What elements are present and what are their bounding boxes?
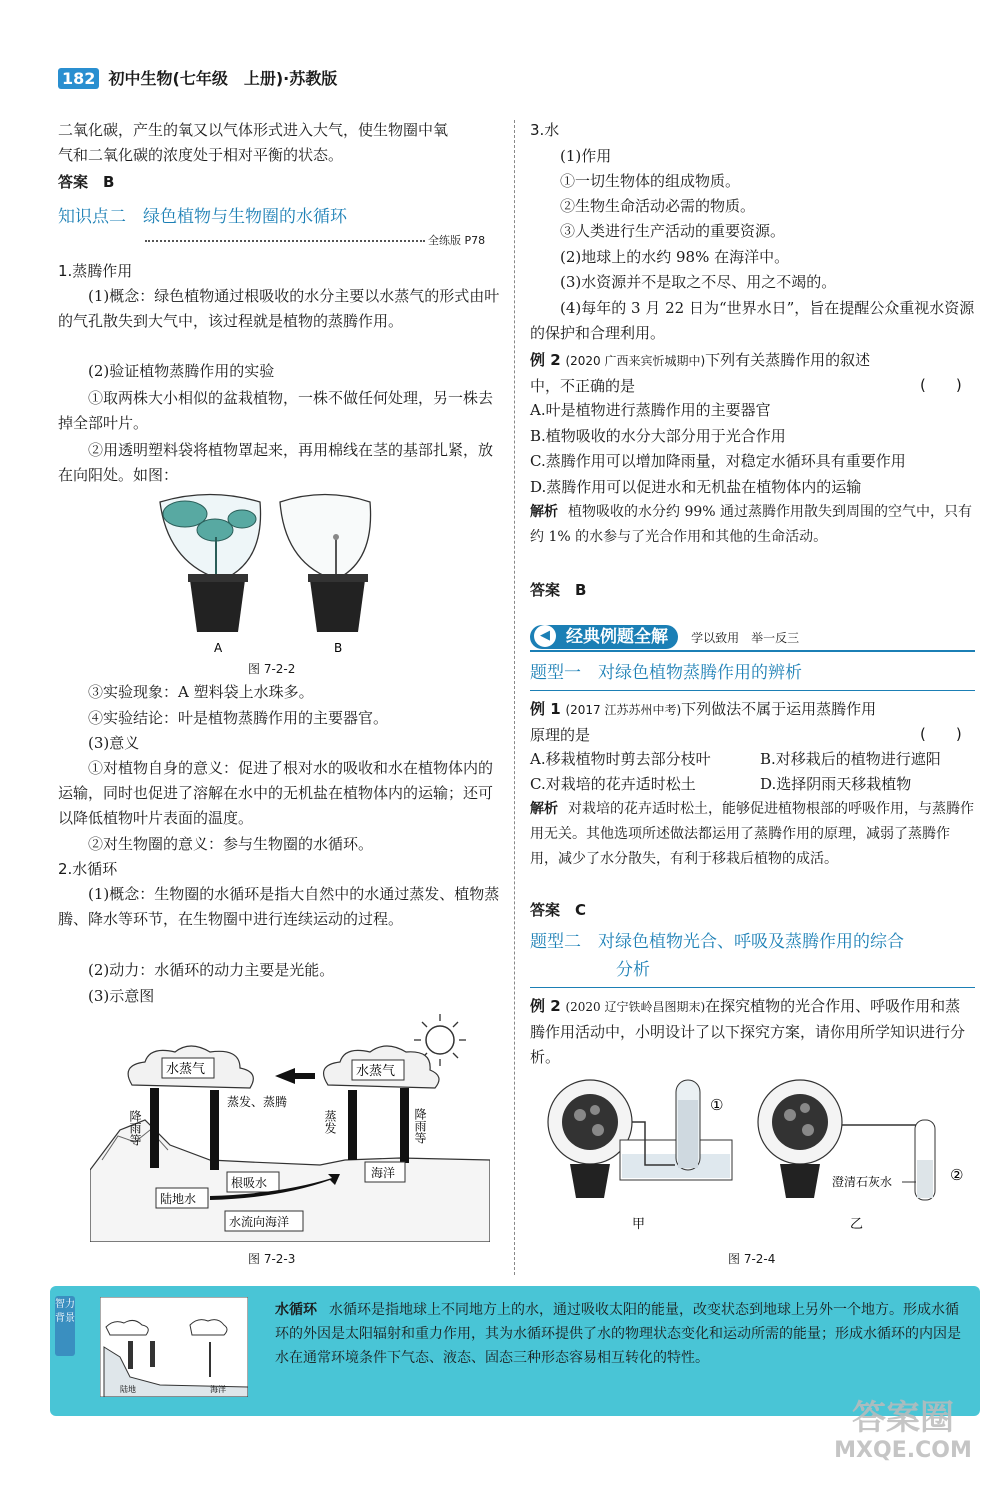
- option-d: D.蒸腾作用可以促进水和无机盐在植物体内的运输: [530, 478, 862, 496]
- mark-1: ①: [710, 1096, 724, 1114]
- plant-with-leaves: [160, 495, 261, 633]
- figure-caption: 图 7-2-2: [248, 662, 296, 676]
- intro-paragraph: 二氧化碳，产生的氧又以气体形式进入大气，使生物圈中氧 气和二氧化碳的浓度处于相对平衡的状态。: [58, 121, 449, 164]
- paragraph: (2)地球上的水约 98% 在海洋中。: [560, 248, 790, 266]
- rain-right-label: 降雨等: [413, 1108, 427, 1144]
- cloud-left: [128, 1046, 253, 1088]
- paragraph: (3)意义: [88, 734, 140, 752]
- rain-left-label: 降雨等: [128, 1110, 142, 1146]
- paragraph: (1)作用: [560, 147, 612, 165]
- figure-7-2-2: [150, 492, 380, 667]
- ocean-box: [365, 1162, 405, 1182]
- answer-label: 答案 B: [58, 173, 115, 191]
- paragraph: ②用透明塑料袋将植物罩起来，再用棉线在茎的基部扎紧，放在向阳处。如图：: [58, 441, 494, 484]
- answer-label: 答案 C: [530, 901, 587, 919]
- paragraph: ①一切生物体的组成物质。: [560, 172, 741, 190]
- answer-paren: ( ): [920, 376, 962, 394]
- svg-text:根吸水: 根吸水: [231, 1176, 268, 1190]
- cloud-left-label: 水蒸气: [166, 1062, 206, 1077]
- page-number: 182: [58, 68, 99, 89]
- paragraph: ④实验结论：叶是植物蒸腾作用的主要器官。: [88, 709, 389, 727]
- mark-2: ②: [950, 1166, 964, 1184]
- paragraph: (3)水资源并不是取之不尽、用之不竭的。: [560, 273, 837, 291]
- reference-label: 全练版 P78: [428, 234, 486, 247]
- arrow-left-icon: [275, 1068, 315, 1084]
- transp-label: 蒸发、蒸腾: [227, 1095, 288, 1109]
- analysis: 解析 对栽培的花卉适时松土，能够促进植物根部的呼吸作用，与蒸腾作用无关。其他选项所述做法都运用了蒸腾作用的原理，减弱了蒸腾作用，减少了水分散失，有利于移栽后植物的成活。: [530, 801, 974, 867]
- paragraph: ②对生物圈的意义：参与生物圈的水循环。: [88, 835, 374, 853]
- svg-text:陆地水: 陆地水: [160, 1192, 197, 1206]
- section-banner: ◀ 经典例题全解 学以致用 举一反三: [530, 622, 799, 647]
- answer-paren: ( ): [920, 725, 962, 743]
- section-title: 1.蒸腾作用: [58, 262, 133, 280]
- rain-arrow-left: [150, 1088, 159, 1168]
- option-a: A.移栽植物时剪去部分枝叶: [530, 750, 711, 768]
- book-title: 初中生物(七年级 上册)·苏教版: [108, 69, 338, 88]
- dotted-leader: [145, 240, 425, 242]
- plant-without-leaves: [280, 495, 371, 633]
- option-b: B.植物吸收的水分大部分用于光合作用: [530, 427, 786, 445]
- paragraph: (1)概念：生物圈的水循环是指大自然中的水通过蒸发、植物蒸腾、降水等环节，在生物圈中进行连续运动的过程。: [58, 885, 500, 928]
- paragraph: ①取两株大小相似的盆栽植物，一株不做任何处理，另一株去掉全部叶片。: [58, 389, 494, 432]
- groundwater-box: [156, 1188, 208, 1208]
- root-water-box: [227, 1172, 279, 1192]
- setup-jia: [548, 1080, 732, 1198]
- figure-label-a: A: [214, 641, 223, 655]
- transp-arrow-left: [210, 1090, 219, 1170]
- section-title: 3.水: [530, 121, 560, 139]
- example-1-question: 例 1 (2017 江苏苏州中考)下列做法不属于运用蒸腾作用 原理的是: [530, 700, 877, 744]
- paragraph: ③实验现象：A 塑料袋上水珠多。: [88, 683, 314, 701]
- question-type-1-title: 题型一 对绿色植物蒸腾作用的辨析: [530, 663, 802, 683]
- rain-arrow-right: [400, 1088, 409, 1163]
- option-d: D.选择阴雨天移栽植物: [760, 775, 912, 793]
- option-a: A.叶是植物进行蒸腾作用的主要器官: [530, 401, 771, 419]
- tip-text: 水循环 水循环是指地球上不同地方上的水，通过吸收太阳的能量，改变状态到地球上另外一个地方。形成水循环的外因是太阳辐射和重力作用，其为水循环提供了水的物理状态变化和运动所需的能量；形成水循环的内因是水在通常环境条件下气态、液态、固态三种形态容易相互转化的特性。: [275, 1302, 961, 1366]
- page-header: [58, 66, 337, 89]
- label-yi: 乙: [850, 1217, 864, 1232]
- evap-label: 蒸发: [323, 1110, 337, 1134]
- setup-yi: [758, 1080, 963, 1200]
- option-c: C.对栽培的花卉适时松土: [530, 775, 696, 793]
- figure-caption: 图 7-2-3: [248, 1252, 296, 1266]
- figure-7-2-3: [90, 1010, 490, 1242]
- label-jia: 甲: [632, 1217, 646, 1232]
- cloud-right: [324, 1046, 439, 1088]
- figure-caption: 图 7-2-4: [728, 1252, 776, 1266]
- paragraph: (1)概念：绿色植物通过根吸收的水分主要以水蒸气的形式由叶的气孔散失到大气中，该过程就是植物的蒸腾作用。: [58, 287, 500, 330]
- option-b: B.对移栽后的植物进行遮阳: [760, 750, 941, 768]
- evap-arrow-right: [348, 1090, 357, 1160]
- svg-text:水流向海洋: 水流向海洋: [229, 1215, 290, 1229]
- example-2-question: 例 2 (2020 广西来宾忻城期中)下列有关蒸腾作用的叙述 中，不正确的是: [530, 351, 871, 395]
- type-underline: [530, 987, 975, 988]
- answer-label: 答案 B: [530, 581, 587, 599]
- runoff-box: [225, 1211, 303, 1231]
- column-divider: [514, 120, 515, 1275]
- paragraph: ①对植物自身的意义：促进了根对水的吸收和水在植物体内的运输，同时也促进了溶解在水中的无机盐在植物体内的运输；还可以降低植物叶片表面的温度。: [58, 759, 494, 827]
- water-cycle-thumbnail: [100, 1297, 248, 1397]
- tip-tag: 智力背景: [55, 1296, 75, 1356]
- banner-underline: [530, 650, 975, 652]
- type-underline: [530, 690, 975, 691]
- cloud-right-label: 水蒸气: [356, 1064, 396, 1079]
- figure-7-2-4: [540, 1070, 980, 1240]
- analysis: 解析 植物吸收的水分约 99% 通过蒸腾作用散失到周围的空气中，只有约 1% 的水参与了光合作用和其他的生命活动。: [530, 504, 973, 545]
- figure-label-b: B: [334, 641, 343, 655]
- paragraph: (2)验证植物蒸腾作用的实验: [88, 362, 275, 380]
- paragraph: (2)动力：水循环的动力主要是光能。: [88, 961, 335, 979]
- paragraph: ②生物生命活动必需的物质。: [560, 197, 756, 215]
- thumb-sea-label: 海洋: [210, 1385, 226, 1394]
- knowledge-point-title: 知识点二 绿色植物与生物圈的水循环: [58, 207, 347, 227]
- example-2b-question: 例 2 (2020 辽宁铁岭昌图期末)在探究植物的光合作用、呼吸作用和蒸腾作用活动中，小明设计了以下探究方案，请你用所学知识进行分析。: [530, 997, 966, 1066]
- paragraph: (3)示意图: [88, 987, 155, 1005]
- limewater-label: 澄清石灰水: [832, 1175, 893, 1189]
- thumb-land-label: 陆地: [120, 1385, 136, 1394]
- section-title: 2.水循环: [58, 860, 118, 878]
- option-c: C.蒸腾作用可以增加降雨量，对稳定水循环具有重要作用: [530, 452, 906, 470]
- paragraph: (4)每年的 3 月 22 日为“世界水日”，旨在提醒公众重视水资源的保护和合理利用。: [530, 299, 975, 342]
- watermark: 答案圈 MXQE.COM: [834, 1398, 972, 1463]
- svg-text:海洋: 海洋: [371, 1166, 396, 1180]
- question-type-2-title: 题型二 对绿色植物光合、呼吸及蒸腾作用的综合 分析: [530, 932, 904, 980]
- speaker-icon: ◀: [534, 625, 556, 647]
- paragraph: ③人类进行生产活动的重要资源。: [560, 222, 786, 240]
